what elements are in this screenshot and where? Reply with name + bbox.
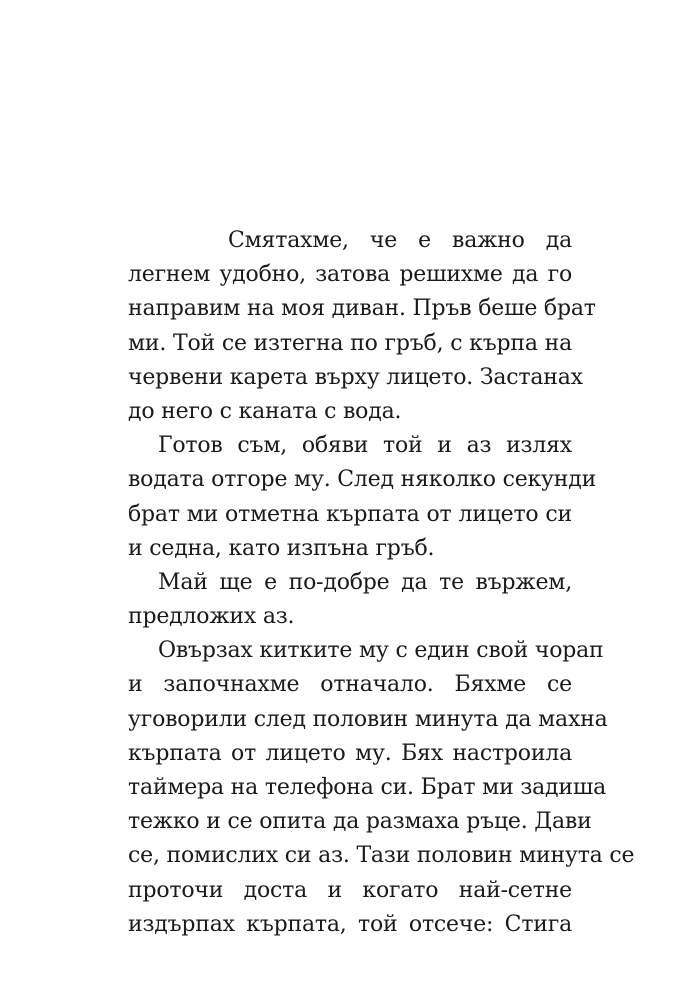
text-line: издърпах кърпата, той отсече: Стига: [128, 911, 572, 937]
text-line: Готов съм, обяви той и аз излях: [158, 433, 572, 459]
text-line: Смятахме, че е важно да: [228, 228, 572, 253]
text-line: легнем удобно, затова решихме да го: [128, 262, 572, 288]
text-line: до него с каната с вода.: [128, 398, 402, 424]
text-line: и започнахме отначало. Бяхме се: [128, 672, 572, 698]
text-line: брат ми отметна кърпата от лицето си: [128, 501, 572, 527]
text-line: ми. Той се изтегна по гръб, с кърпа на: [128, 330, 572, 356]
page-text: [128, 224, 635, 942]
text-line: се, помислих си аз. Тази половин минута се: [128, 843, 635, 869]
text-line: водата отгоре му. След няколко секунди: [128, 467, 597, 493]
text-line: кърпата от лицето му. Бях настроила: [128, 740, 572, 766]
text-line: направим на моя диван. Пръв беше брат: [128, 296, 596, 322]
text-line: уговорили след половин минута да махна: [128, 706, 608, 732]
text-line: и седна, като изпъна гръб.: [128, 535, 435, 561]
text-line: проточи доста и когато най-сетне: [128, 877, 572, 903]
text-line: тежко и се опита да размаха ръце. Дави: [128, 809, 592, 835]
text-line: таймера на телефона си. Брат ми задиша: [128, 775, 607, 800]
text-line: червени карета върху лицето. Застанах: [128, 364, 583, 390]
text-line: Май ще е по-добре да те вържем,: [158, 569, 572, 595]
text-line: предложих аз.: [128, 604, 295, 630]
text-line: Овързах китките му с един свой чорап: [158, 638, 604, 664]
